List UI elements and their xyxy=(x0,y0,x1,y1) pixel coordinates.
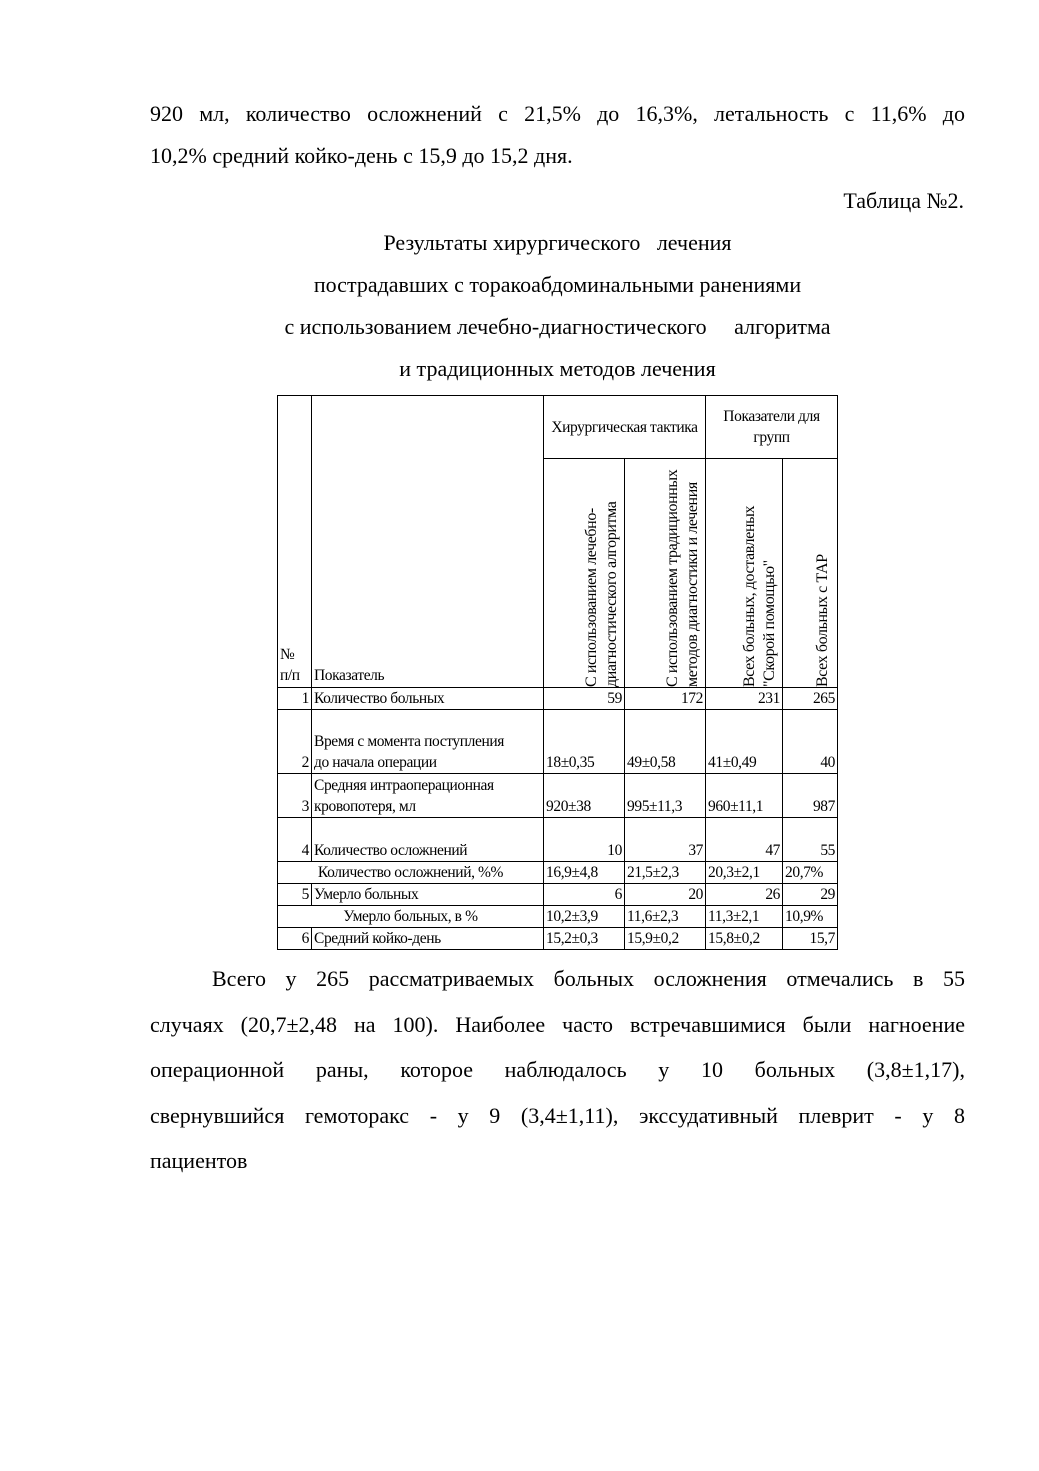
header-col-all-tar xyxy=(783,459,838,688)
row-mortality-percent-c3: 11,3±2,1 xyxy=(706,906,783,928)
row-1-c1: 59 xyxy=(544,688,625,710)
row-3-label: Средняя интраоперационная кровопотеря, мл xyxy=(312,774,544,818)
row-2-c1: 18±0,35 xyxy=(544,710,625,774)
table-title-line-1: Результаты хирургического лечения xyxy=(383,230,732,255)
row-4-c1: 10 xyxy=(544,818,625,862)
row-2-label: Время с момента поступления до начала операции xyxy=(312,710,544,774)
row-mortality-percent-c4: 10,9% xyxy=(783,906,838,928)
header-col-traditional xyxy=(625,459,706,688)
row-mortality-percent-label: Умерло больных, в % xyxy=(278,906,544,928)
results-table-wrapper xyxy=(277,395,837,947)
table-row xyxy=(278,906,838,928)
table-title xyxy=(150,222,965,390)
row-1-label: Количество больных xyxy=(312,688,544,710)
row-1-num: 1 xyxy=(278,688,312,710)
row-3-c3: 960±11,1 xyxy=(706,774,783,818)
row-1-c3: 231 xyxy=(706,688,783,710)
row-2-c4: 40 xyxy=(783,710,838,774)
header-col-ambulance-text: Всех больных, доставленых "Скорой помощью" xyxy=(741,505,779,687)
table-title-line-2: пострадавших с торакоабдоминальными ранениями xyxy=(313,272,802,297)
table-row xyxy=(278,928,838,950)
row-2-c2: 49±0,58 xyxy=(625,710,706,774)
header-num: п/п xyxy=(280,667,300,684)
row-6-c3: 15,8±0,2 xyxy=(706,928,783,950)
table-row xyxy=(278,884,838,906)
row-4-c3: 47 xyxy=(706,818,783,862)
header-col-algorithm-text: С использованием лечебно-диагностического алгоритма xyxy=(583,501,620,687)
row-complications-percent-c1: 16,9±4,8 xyxy=(544,862,625,884)
table-row xyxy=(278,818,838,862)
row-complications-percent-c2: 21,5±2,3 xyxy=(625,862,706,884)
row-mortality-percent-c1: 10,2±3,9 xyxy=(544,906,625,928)
row-6-label: Средний койко-день xyxy=(312,928,544,950)
row-5-label: Умерло больных xyxy=(312,884,544,906)
header-num-symbol: № xyxy=(280,646,295,663)
header-col-ambulance xyxy=(706,459,783,688)
row-3-c4: 987 xyxy=(783,774,838,818)
row-6-num: 6 xyxy=(278,928,312,950)
row-3-num: 3 xyxy=(278,774,312,818)
table-title-line-4: и традиционных методов лечения xyxy=(399,356,716,381)
row-5-c1: 6 xyxy=(544,884,625,906)
row-3-c2: 995±11,3 xyxy=(625,774,706,818)
row-5-c4: 29 xyxy=(783,884,838,906)
table-row xyxy=(278,774,838,818)
row-3-c1: 920±38 xyxy=(544,774,625,818)
row-6-c4: 15,7 xyxy=(783,928,838,950)
outro-line-3: операционной раны, которое наблюдалось у 10 больных (3,8±1,17), xyxy=(150,1057,965,1082)
intro-line-2: 10,2% средний койко-день с 15,9 до 15,2 дня. xyxy=(150,143,573,168)
results-table xyxy=(277,395,838,950)
header-col-algorithm xyxy=(544,459,625,688)
outro-line-1: Всего у 265 рассматриваемых больных осложнения отмечались в 55 xyxy=(212,966,965,991)
table-row xyxy=(278,688,838,710)
row-2-num: 2 xyxy=(278,710,312,774)
intro-paragraph xyxy=(150,93,965,177)
row-6-c2: 15,9±0,2 xyxy=(625,928,706,950)
table-header-row-1 xyxy=(278,396,838,459)
table-title-line-3: с использованием лечебно-диагностического алгоритма xyxy=(284,314,831,339)
header-group-indicators: Показатели для групп xyxy=(706,396,838,459)
outro-line-5: пациентов xyxy=(150,1148,248,1173)
intro-line-1: 920 мл, количество осложнений с 21,5% до 16,3%, летальность с 11,6% до xyxy=(150,101,965,126)
header-num-cell xyxy=(278,396,312,688)
outro-line-2: случаях (20,7±2,48 на 100). Наиболее часто встречавшимися были нагноение xyxy=(150,1011,965,1037)
outro-line-4: свернувшийся гемоторакс - у 9 (3,4±1,11), экссудативный плеврит - у 8 xyxy=(150,1102,965,1128)
header-indicator: Показатель xyxy=(312,396,544,688)
header-col-traditional-text: С использованием традиционных методов диагностики и лечения xyxy=(664,469,701,687)
row-1-c4: 265 xyxy=(783,688,838,710)
row-5-c2: 20 xyxy=(625,884,706,906)
table-row xyxy=(278,862,838,884)
row-5-num: 5 xyxy=(278,884,312,906)
row-1-c2: 172 xyxy=(625,688,706,710)
table-row xyxy=(278,710,838,774)
row-6-c1: 15,2±0,3 xyxy=(544,928,625,950)
outro-paragraph xyxy=(150,956,965,1184)
header-col-all-tar-text: Всех больных с ТАР xyxy=(814,554,832,687)
row-complications-percent-label: Количество осложнений, %% xyxy=(278,862,544,884)
row-4-c4: 55 xyxy=(783,818,838,862)
row-2-c3: 41±0,49 xyxy=(706,710,783,774)
table-label: Таблица №2. xyxy=(843,188,964,213)
row-4-c2: 37 xyxy=(625,818,706,862)
row-mortality-percent-c2: 11,6±2,3 xyxy=(625,906,706,928)
row-5-c3: 26 xyxy=(706,884,783,906)
row-4-num: 4 xyxy=(278,818,312,862)
row-complications-percent-c4: 20,7% xyxy=(783,862,838,884)
row-4-label: Количество осложнений xyxy=(312,818,544,862)
header-group-surgical-tactics: Хирургическая тактика xyxy=(544,396,706,459)
row-complications-percent-c3: 20,3±2,1 xyxy=(706,862,783,884)
